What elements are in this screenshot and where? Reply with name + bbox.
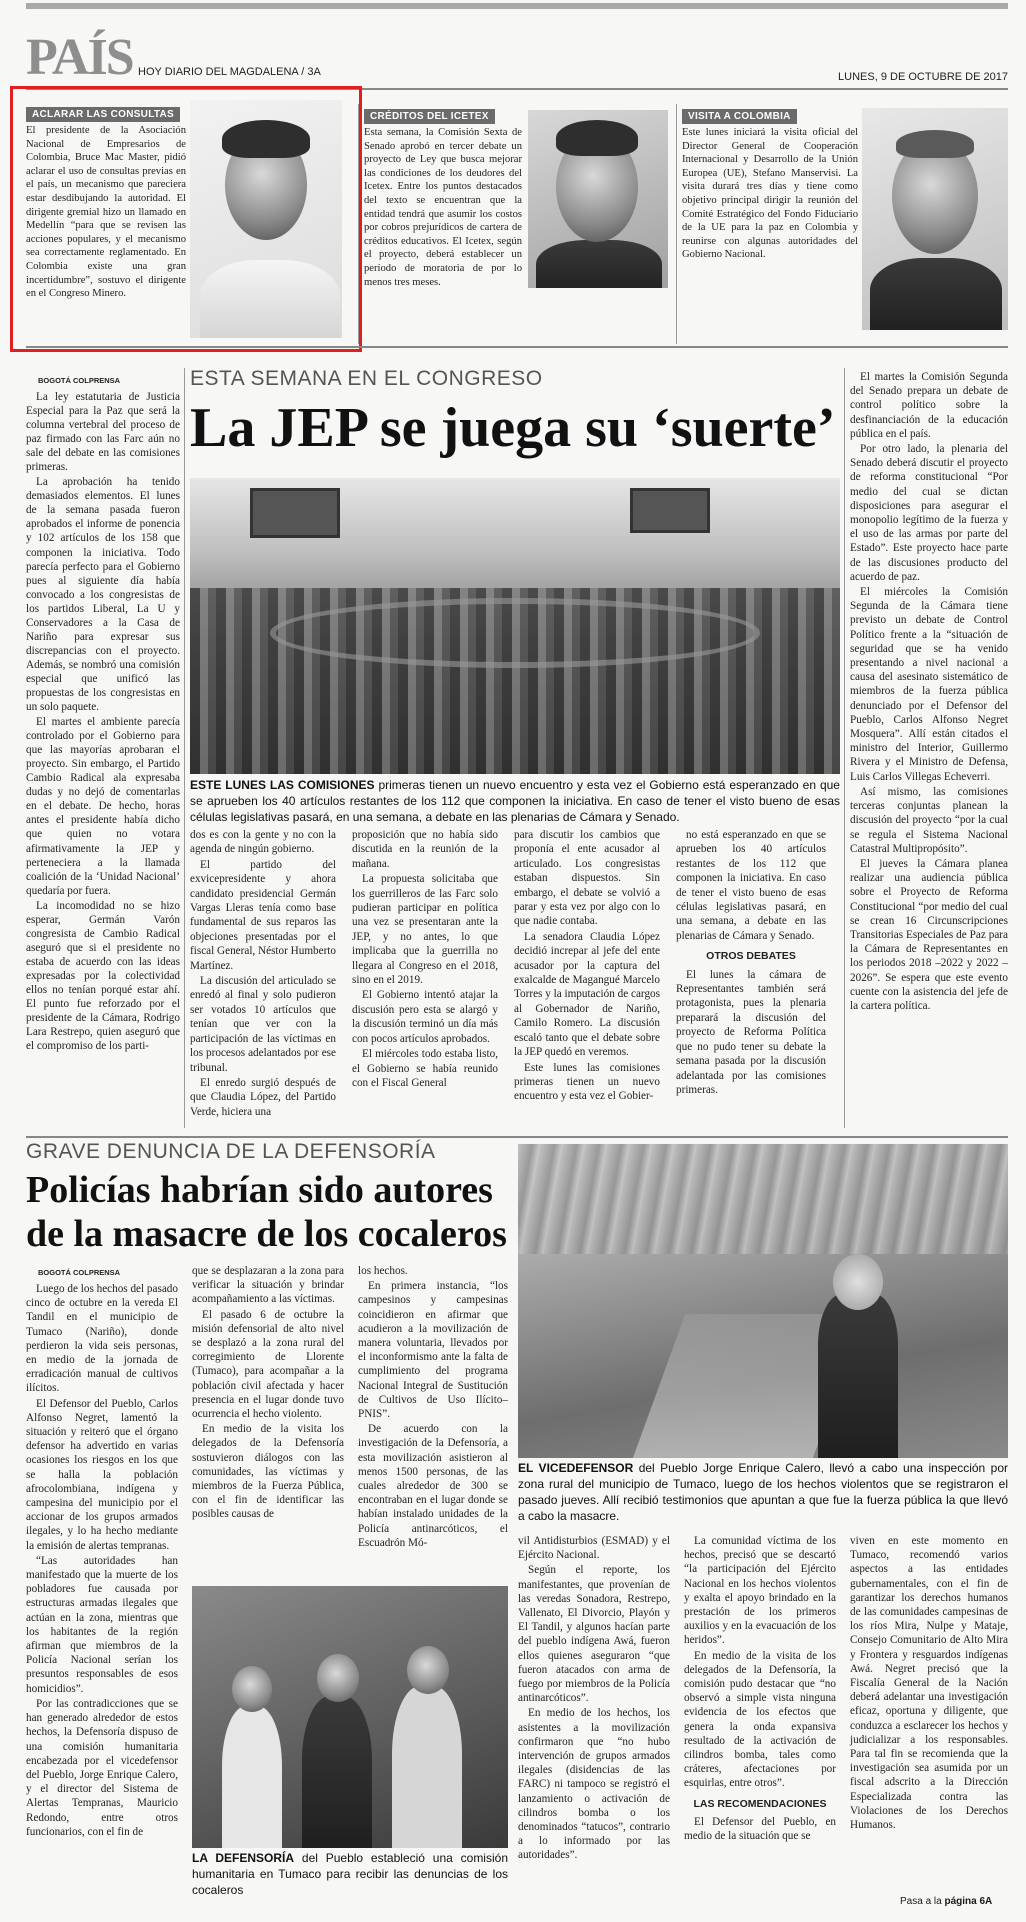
paragraph: De acuerdo con la investigación de la Defensoría, a esta movilización asistieron al menos 1500 personas, de las cuales alrededor de 300 se encontraban en el lugar donde se habían instalado unidades de la Policía antinarcóticos, el Escuadrón Mó- bbox=[358, 1423, 508, 1549]
jep-byline: BOGOTÁ COLPRENSA bbox=[38, 376, 121, 385]
jep-photo-caption bbox=[190, 777, 840, 825]
defensoria-photo bbox=[192, 1586, 508, 1848]
vicedefensor-caption bbox=[518, 1460, 1008, 1524]
issue-date: LUNES, 9 DE OCTUBRE DE 2017 bbox=[838, 71, 1008, 83]
brief-visita bbox=[682, 106, 858, 262]
jump-text: Pasa a la bbox=[900, 1896, 945, 1907]
paragraph: Según el reporte, los manifestantes, que provenían de las veredas Sonadora, Restrepo, Vallenato, El Divorcio, Playón y El Tandil, y algunos hacían parte del pueblo indígena Awá, fueron ellos quienes aseguraron “que fueron atacados con arma de fuego por miembros de la Policía antinarcóticos”. bbox=[518, 1564, 670, 1705]
brief-text: Este lunes iniciará la visita oficial del Director General de Cooperación Internacional y Desarrollo de la Unión Europea (UE), Stefano Manservisi. La visita durará tres días y tiene como objetivo principal dirigir la reunión del Comité Estratégico del Fondo Fiduciario de la UE para la paz en Colombia y reunirse con algunas autoridades del Gobierno Nacional. bbox=[682, 127, 858, 261]
icetex-photo bbox=[528, 110, 668, 288]
jep-col-left bbox=[26, 390, 180, 1054]
paragraph: El miércoles todo estaba listo, el Gobierno se había reunido con el Fiscal General bbox=[352, 1048, 498, 1089]
masacre-headline-line2: de la masacre de los cocaleros bbox=[26, 1213, 507, 1255]
brief-tag: ACLARAR LAS CONSULTAS bbox=[26, 107, 180, 122]
paragraph: La aprobación ha tenido demasiados elementos. El lunes de la semana pasada fueron aprobados el informe de ponencia y 102 artículos de los 158 que componen la iniciativa. Todo parecía perfecto para el Gobierno pues al siguiente día había convocado a los congresistas de los partidos Liberal, La U y Conservadores a la Casa de Nariño para expresar sus discrepancias con el proyecto. Además, se nombró una comisión especial que unificó las propuestas de los congresistas en un solo paquete. bbox=[26, 476, 180, 714]
paragraph: El lunes la cámara de Representantes también será protagonista, pues la plenaria preparará la discusión del proyecto de Reforma Política que no pudo tener su debate la semana pasada por la discusión adelantada por las comisiones primeras. bbox=[676, 968, 826, 1096]
vicedefensor-photo bbox=[518, 1144, 1008, 1458]
subhead-recomendaciones: LAS RECOMENDACIONES bbox=[693, 1797, 827, 1810]
paragraph: los hechos. bbox=[358, 1265, 408, 1277]
jep-headline: La JEP se juega su ‘suerte’ bbox=[190, 397, 836, 459]
paragraph: La senadora Claudia López decidió increpar al jefe del ente acusador por la captura del exalcalde de Magangué Marcelo Torres y la imputación de cargos al Gobernador de Nariño, Camilo Romero. La discusión escaló tanto que el debate sobre la JEP quedó en veremos. bbox=[514, 930, 660, 1059]
brief-tag: VISITA A COLOMBIA bbox=[682, 109, 797, 124]
paragraph: no está esperanzado en que se aprueben los 40 artículos restantes de los 112 que componen la iniciativa. En caso de tener el visto bueno de esas células legislativas pasará, en una semana, a debate en las plenarias de Cámara y Senado. bbox=[676, 829, 826, 942]
paragraph: La incomodidad no se hizo esperar, Germán Varón congresista de Cambio Radical aseguró que si el presidente no estaba de acuerdo con las ideas expresadas por la colectividad ellos no tenían porqué estar ahí. El punto fue reforzado por el presidente de la Cámara, Rodrigo Lara Restrepo, quien aseguró que el compromiso de los parti- bbox=[26, 899, 180, 1053]
masacre-col-4 bbox=[518, 1534, 670, 1864]
divider bbox=[676, 104, 677, 344]
paragraph: Por las contradicciones que se han generado alrededor de estos hechos, la Defensoría dispuso de una comisión humanitaria encabezada por el vicedefensor del Pueblo, Jorge Enrique Calero, y el director del Sistema de Alertas Tempranas, Mauricio Redondo, entre otros funcionarios, con el fin de bbox=[26, 1697, 178, 1838]
paragraph: vil Antidisturbios (ESMAD) y el Ejército Nacional. bbox=[518, 1535, 670, 1562]
jep-kicker: ESTA SEMANA EN EL CONGRESO bbox=[190, 367, 543, 390]
caption-text: del Pueblo Jorge Enrique Calero, llevó a cabo una inspección por zona rural del municipio de Tumaco, luego de los hechos violentos que se registraron el pasado jueves. Allí recibió testimonios que apuntan a que fue la fuerza pública la que llevó a cabo la masacre. bbox=[518, 1461, 1008, 1523]
paragraph: Así mismo, las comisiones terceras conjuntas planean la discusión del proyecto “por la cual se regula el Sistema Nacional Catastral Multipropósito”. bbox=[850, 785, 1008, 855]
jep-col-b bbox=[352, 828, 498, 1091]
section-rule bbox=[26, 1136, 1008, 1138]
paragraph: El Defensor del Pueblo, Carlos Alfonso Negret, lamentó la situación y reiteró que el órgano defensor ha advertido en varias ocasiones los riesgos en los que se halla la población afrocolombiana, indígena y campesina del municipio por el accionar de los grupos armados ilegales, y lo ha hecho mediante la emisión de alertas tempranas. bbox=[26, 1397, 178, 1552]
paragraph: “Las autoridades han manifestado que la muerte de los pobladores fue causada por estructuras armadas ilegales que actúan en la zona, mientras que los habitantes de la región afirman que miembros de la Policía Nacional serían los presuntos responsables de esos homicidios”. bbox=[26, 1554, 178, 1695]
section-rule bbox=[26, 346, 1008, 348]
paragraph: El miércoles la Comisión Segunda de la Cámara tiene previsto un debate de Control Político frente a la “situación de seguridad que se ha venido presentando a nivel nacional a causa del asesinato sistemático de miembros de la fuerza pública denunciado por el Defensor del Pueblo, Carlos Alfonso Negret Mosquera”. Allí están citados el ministro del Interior, Guillermo Rivera y el Ministro de Defensa, Luis Carlos Villegas Echeverri. bbox=[850, 586, 1008, 783]
subhead-otros-debates: OTROS DEBATES bbox=[706, 950, 796, 963]
paragraph: El partido del exvicepresidente y ahora candidato presidencial Germán Vargas Lleras tenía como base fundamental de sus reparos las objeciones presentadas por el fiscal General, Néstor Humberto Martínez. bbox=[190, 858, 337, 972]
paragraph: Este lunes las comisiones primeras tienen un nuevo encuentro y esta vez el Gobier- bbox=[514, 1061, 660, 1103]
jump-page: página 6A bbox=[944, 1896, 993, 1907]
defensoria-caption bbox=[192, 1850, 508, 1898]
paragraph: El jueves la Cámara planea realizar una audiencia pública sobre el Proyecto de Reforma Constitucional “por medio del cual se crean 16 Circunscripciones Transitorias Especiales de Paz para la Cámara de Representantes en los periodos 2018 –2022 y 2022 –2026”. Se espera que este evento cuente con la asistencia del jefe de la cartera política. bbox=[850, 857, 1008, 1012]
paragraph: El Gobierno intentó atajar la discusión pero esta se alargó y la discusión terminó un día más con pocos artículos aprobados. bbox=[352, 989, 498, 1045]
paragraph: En medio de la visita de los delegados de la Defensoría, la comisión pudo destacar que “no observó a simple vista ninguna evidencia de los efectos que genera la onda expansiva resultado de la activación de cilindros bomba, tales como cráteres, afectaciones por esquirlas, entre otros”. bbox=[684, 1649, 836, 1790]
paragraph: dos es con la gente y no con la agenda de ningún gobierno. bbox=[190, 829, 336, 856]
paragraph: Luego de los hechos del pasado cinco de octubre en la vereda El Tandil en el municipio de Tumaco (Nariño), donde perdieron la vida seis personas, en medio de la jornada de erradicación manual de cultivos ilícitos. bbox=[26, 1283, 178, 1395]
paragraph: El martes la Comisión Segunda del Senado prepara un debate de control político sobre la desfinanciación de la educación pública en el país. bbox=[850, 371, 1008, 440]
section-title: PAÍS bbox=[26, 29, 133, 86]
paragraph: La discusión del articulado se enredó al final y solo pudieron ser votados 10 artículos que tenían que ver con la participación de las víctimas en los procesos adelantados por ese tribunal. bbox=[190, 975, 336, 1074]
paragraph: que se desplazaran a la zona para verificar la situación y brindar acompañamiento a las víctimas. bbox=[192, 1265, 344, 1306]
paper-name: HOY DIARIO DEL MAGDALENA / 3A bbox=[138, 66, 321, 78]
paragraph: El enredo surgió después de que Claudia López, del Partido Verde, hiciera una bbox=[190, 1076, 336, 1118]
caption-text: del Pueblo estableció una comisión humanitaria en Tumaco para recibir las denuncias de los cocaleros bbox=[192, 1851, 508, 1897]
brief-icetex bbox=[364, 106, 522, 289]
divider bbox=[184, 368, 185, 1128]
divider bbox=[358, 104, 359, 344]
masacre-col-2 bbox=[192, 1264, 344, 1523]
paragraph: El Defensor del Pueblo, en medio de la situación que se bbox=[684, 1815, 836, 1843]
caption-text: primeras tienen un nuevo encuentro y esta vez el Gobierno está esperanzado en que se aprueben los 40 artículos restantes de los 112 que componen la iniciativa. En caso de tener el visto bueno de esas células legislativas pasará, en una semana, a debate en las plenarias de Cámara y Senado. bbox=[190, 778, 840, 824]
masacre-kicker: GRAVE DENUNCIA DE LA DEFENSORÍA bbox=[26, 1140, 436, 1163]
caption-lead: EL VICEDEFENSOR bbox=[518, 1461, 634, 1475]
masacre-col-5 bbox=[684, 1534, 836, 1844]
paragraph: El pasado 6 de octubre la misión defensorial de alto nivel se desplazó a la zona rural del corregimiento de Llorente (Tumaco), para acompañar a la población civil afectada y hacer presencia en el lugar donde tuvo ocurrencia el hecho violento. bbox=[192, 1308, 344, 1421]
jep-col-a bbox=[190, 828, 336, 1120]
masacre-byline: BOGOTÁ COLPRENSA bbox=[38, 1268, 121, 1277]
masthead bbox=[26, 18, 1008, 88]
paragraph: En medio de la visita los delegados de la Defensoría sostuvieron diálogos con las comunidades, las víctimas y miembros de la Fuerza Pública, con el fin de identificar las posibles causas de bbox=[192, 1423, 344, 1521]
jep-col-c bbox=[514, 828, 660, 1105]
paragraph: En medio de los hechos, los asistentes a la movilización confirmaron que “no hubo intervención de grupos armados ilegales (disidencias de las FARC) ni tampoco se registró el lanzamiento o activación de cilindros bomba o los denominados “tatucos”, contrario a lo informado por las autoridades”. bbox=[518, 1707, 670, 1862]
brief-text: El presidente de la Asociación Nacional de Empresarios de Colombia, Bruce Mac Master, pidió aclarar el uso de consultas previas en el país, un mecanismo que pareciera estar desdibujando la autoridad. El dirigente gremial hizo un llamado en Medellín “para que se revisen las acciones populares, y el mecanismo sea correctamente reglamentado. En Colombia existe una gran incertidumbre”, sostuvo el dirigente en el Congreso Minero. bbox=[26, 125, 186, 300]
paragraph: proposición que no había sido discutida en la reunión de la mañana. bbox=[352, 829, 498, 870]
paragraph: En primera instancia, “los campesinos y campesinas coincidieron en afirmar que acudieron a la movilización de manera voluntaria, llevados por el inconformismo ante la falta de cumplimiento del programa Nacional Integral de Sustitución de Cultivos de Uso Ilícito– PNIS”. bbox=[358, 1280, 508, 1421]
brief-tag: CRÉDITOS DEL ICETEX bbox=[364, 109, 495, 124]
paragraph: La propuesta solicitaba que los guerrilleros de las Farc solo pudieran participar en política una vez se presentaran ante la JEP, y no antes, lo que implicaba que la guerrilla no llegara al Congreso en el 2018, sino en el 2019. bbox=[352, 873, 498, 987]
congress-photo bbox=[190, 478, 840, 774]
paragraph: La ley estatutaria de Justicia Especial para la Paz que será la columna vertebral del proceso de paz firmado con las Farc aún no sale del debate en las comisiones primeras. bbox=[26, 391, 180, 474]
masacre-col-3 bbox=[358, 1264, 508, 1551]
caption-lead: ESTE LUNES LAS COMISIONES bbox=[190, 778, 375, 792]
highlight-box bbox=[10, 86, 362, 352]
caption-lead: LA DEFENSORÍA bbox=[192, 1851, 295, 1865]
brief-text: Esta semana, la Comisión Sexta de Senado aprobó en tercer debate un proyecto de Ley que busca mejorar las condiciones de los deudores del Icetex. Entre los puntos destacados del texto se encuentran que la entidad tendrá que asumir los costos por cobros prejurídicos de cartera de créditos educativos. El Icetex, según el proyecto, deberá establecer un período de moratoria de por lo menos tres meses. bbox=[364, 127, 522, 288]
divider bbox=[844, 368, 845, 1128]
jump-link[interactable] bbox=[900, 1896, 992, 1907]
paragraph: La comunidad víctima de los hechos, precisó que se descartó “la participación del Ejército Nacional en los hechos violentos y exalta el apoyo brindado en la prestación de los primeros auxilios y en la evacuación de los heridos”. bbox=[684, 1535, 836, 1647]
manservisi-photo bbox=[862, 108, 1008, 330]
masacre-headline-line1: Policías habrían sido autores bbox=[26, 1169, 493, 1211]
paragraph: Por otro lado, la plenaria del Senado deberá discutir el proyecto de reforma constitucional “Por medio del cual se dictan disposiciones para asegurar el monopolio legítimo de la fuerza y el uso de las armas por parte del Estado”. Este proyecto hace parte de las discusiones producto del acuerdo de paz. bbox=[850, 443, 1008, 583]
masacre-col-6 bbox=[850, 1534, 1008, 1833]
jep-col-d bbox=[676, 828, 826, 1098]
top-rule bbox=[26, 3, 1008, 9]
paragraph: El martes el ambiente parecía controlado por el Gobierno para que las mayorías aprobaran el proyecto. Sin embargo, el Partido Cambio Radical ala expresaba dudas y no dejó de comentarlas en el debate. De hecho, horas antes el presidente había dicho que quien no votara afirmativamente la JEP y perteneciera a la llamada coalición de la ‘Unidad Nacional’ quedaría por fuera. bbox=[26, 716, 180, 897]
masacre-col-1 bbox=[26, 1282, 178, 1840]
paragraph: viven en este momento en Tumaco, recomendó varios aspectos a las entidades gubernamentales, con el fin de garantizar los derechos humanos de las comunidades campesinas de los ríos Mira, Nulpe y Mataje, Consejo Comunitario de Alto Mira y Frontera y resguardos indígenas Awá. Negret precisó que la Fiscalía General de la Nación deberá adelantar una investigación eficaz, oportuna y diligente, que conduzca a esclarecer los hechos y judicializar a los responsables. Para tal fin se recomienda que la investigación sea asumida por un fiscal adscrito a la Dirección Especializada contra las Violaciones de los Derechos Humanos. bbox=[850, 1535, 1008, 1832]
paragraph: para discutir los cambios que proponía el ente acusador al articulado. Los congresistas estaban dispuestos. Sin embargo, el debate se volvió a parar y esta vez por algo con lo que nadie contaba. bbox=[514, 829, 660, 928]
jep-col-right bbox=[850, 370, 1008, 1014]
